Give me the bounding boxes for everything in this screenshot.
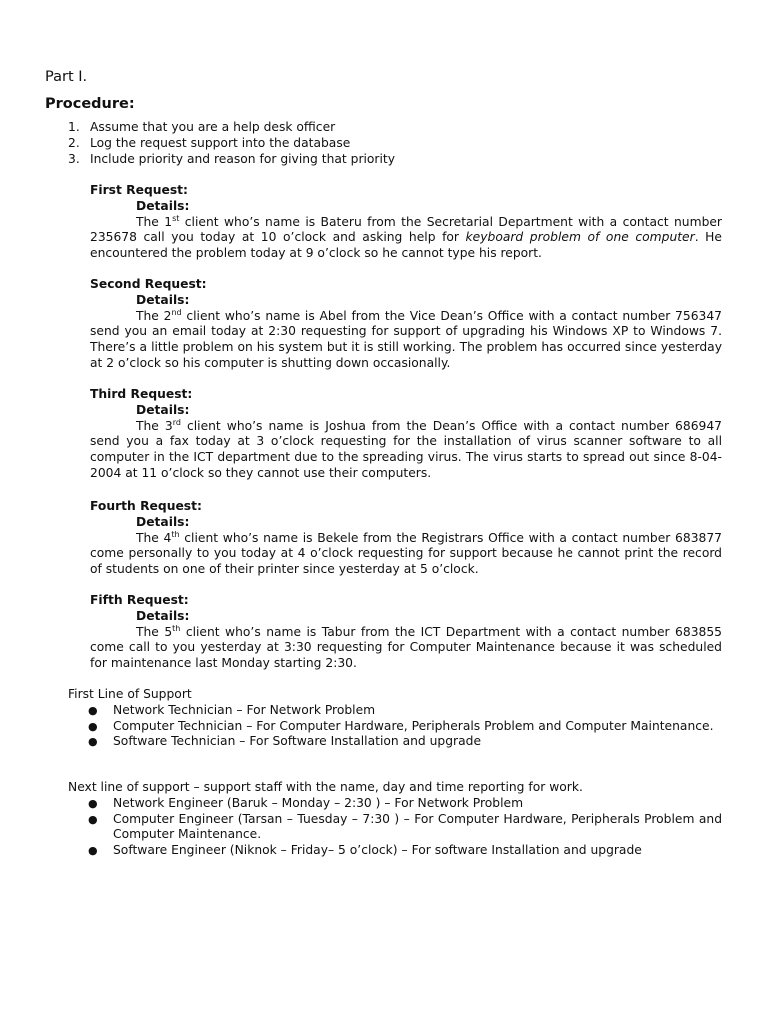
- request-body: The 2nd client who’s name is Abel from the Vice Dean’s Office with a contact number 756347 send you an email today at 2:30 requesting for support of upgrading his Windows XP to Windows 7. There’s a little problem on his system but it is still working. The problem has occurred since yesterday at 2 o’clock so his computer is shutting down occasionally.: [90, 307, 723, 370]
- part-heading: Part I.: [45, 69, 88, 85]
- fourth-request: [90, 499, 722, 578]
- request-title: Third Request:: [90, 387, 193, 401]
- details-label: Details:: [136, 514, 190, 529]
- procedure-step: 1. Assume that you are a help desk officer: [68, 120, 336, 134]
- third-request: [90, 387, 722, 482]
- emphasis-text: keyboard problem of one computer: [465, 230, 695, 245]
- procedure-step: 3. Include priority and reason for giving that priority: [68, 151, 396, 166]
- procedure-step: 2. Log the request support into the database: [68, 135, 351, 150]
- request-title: Fifth Request:: [90, 593, 189, 607]
- section-heading: Next line of support – support staff with the name, day and time reporting for work.: [68, 780, 583, 794]
- details-label: Details:: [136, 608, 190, 623]
- bullet-icon: ●: [88, 812, 98, 826]
- list-item: ● Software Engineer (Niknok – Friday– 5 o’clock) – For software Installation and upgrade: [88, 843, 642, 858]
- first-request: [90, 183, 722, 262]
- next-line-support: [68, 780, 722, 859]
- request-body: The 4th client who’s name is Bekele from the Registrars Office with a contact number 683877 come personally to you today at 4 o’clock requesting for support because he cannot print the record of students on one of their printer since yesterday at 5 o’clock.: [90, 529, 722, 577]
- details-label: Details:: [136, 198, 190, 213]
- section-heading: First Line of Support: [68, 687, 192, 701]
- bullet-icon: ●: [88, 796, 98, 810]
- request-body: The 1st client who’s name is Bateru from the Secretarial Department with a contact number 235678 call you today at 10 o’clock and asking help for keyboard problem of one computer. He encountered the problem today at 9 o’clock so he cannot type his report.: [90, 213, 722, 261]
- bullet-list: [68, 796, 722, 859]
- details-label: Details:: [136, 292, 190, 307]
- list-item: ● Computer Technician – For Computer Hardware, Peripherals Problem and Computer Maintenance.: [88, 718, 714, 733]
- second-request: [90, 277, 722, 372]
- request-body: The 5th client who’s name is Tabur from the ICT Department with a contact number 683855 come call to you yesterday at 3:30 requesting for Computer Maintenance because it was scheduled for maintenance last Monday starting 2:30.: [90, 623, 723, 671]
- request-title: Second Request:: [90, 277, 207, 291]
- request-title: Fourth Request:: [90, 499, 202, 513]
- bullet-icon: ●: [88, 735, 98, 749]
- bullet-icon: ●: [88, 719, 98, 733]
- first-line-support: [68, 687, 722, 750]
- bullet-list: [68, 703, 722, 750]
- details-label: Details:: [136, 402, 190, 417]
- procedure-steps: [68, 120, 710, 167]
- list-item: ● Computer Engineer (Tarsan – Tuesday – 7:30 ) – For Computer Hardware, Peripherals Problem and Computer Maintenance.: [88, 811, 722, 842]
- bullet-icon: ●: [88, 703, 98, 717]
- request-title: First Request:: [90, 183, 188, 197]
- bullet-icon: ●: [88, 844, 98, 858]
- list-item: ● Software Technician – For Software Installation and upgrade: [88, 734, 482, 749]
- procedure-heading: Procedure:: [45, 96, 135, 112]
- fifth-request: [90, 593, 722, 672]
- request-body: The 3rd client who’s name is Joshua from the Dean’s Office with a contact number 686947 send you a fax today at 3 o’clock requesting for the installation of virus scanner software to all computer in the ICT department due to the spreading virus. The virus starts to spread out since 8-04-2004 at 11 o’clock so they cannot use their computers.: [90, 417, 722, 480]
- list-item: ● Network Engineer (Baruk – Monday – 2:30 ) – For Network Problem: [88, 795, 524, 810]
- list-item: ● Network Technician – For Network Problem: [88, 702, 376, 717]
